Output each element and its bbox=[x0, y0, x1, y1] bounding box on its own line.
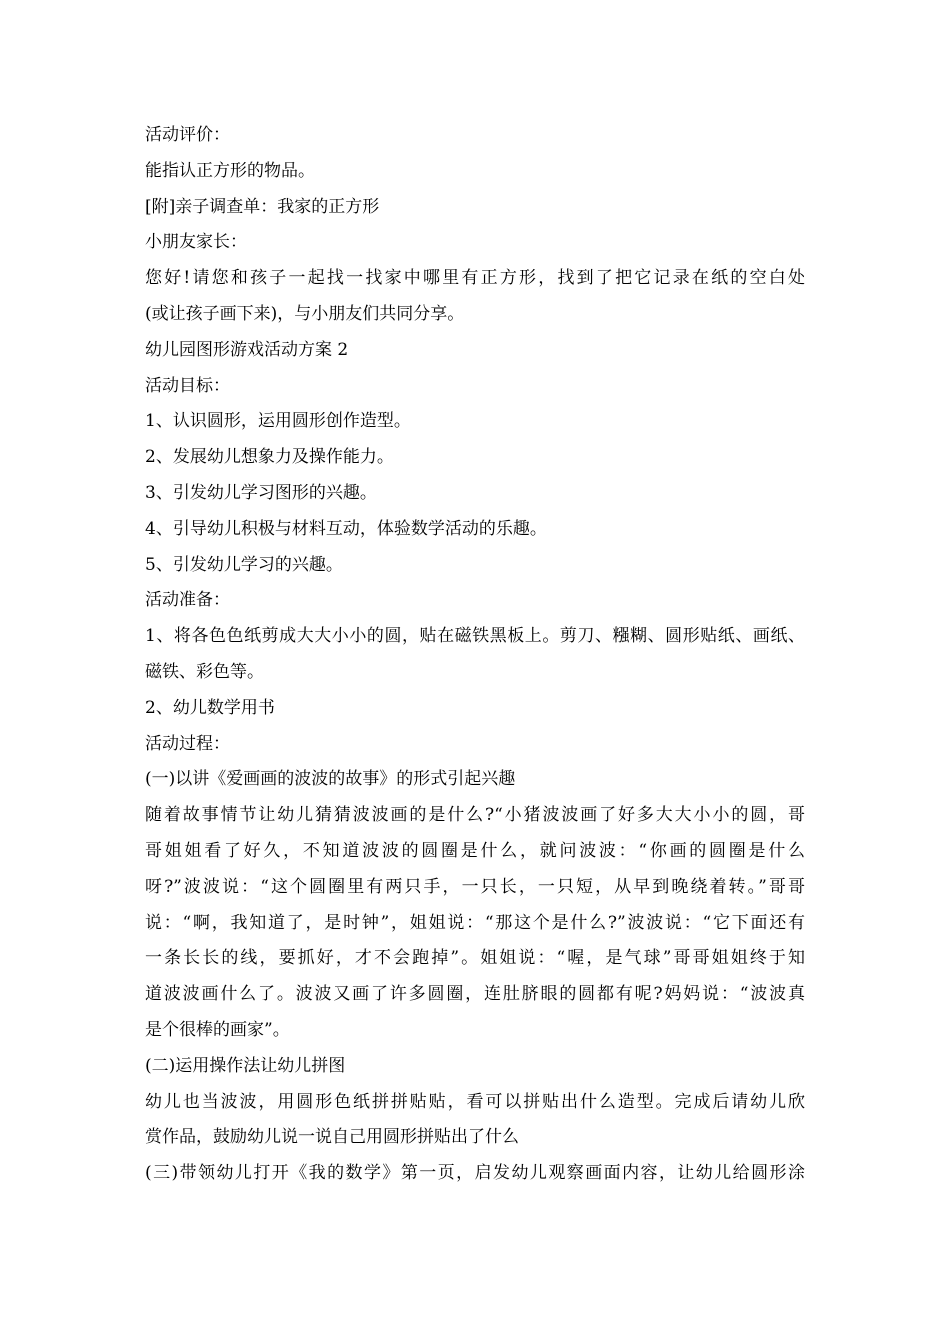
text-line: 活动评价： bbox=[145, 125, 230, 145]
text-line: [附]亲子调查单：我家的正方形 bbox=[145, 196, 380, 217]
list-item: 5、引发幼儿学习的兴趣。 bbox=[145, 554, 343, 575]
text-line: (或让孩子画下来)，与小朋友们共同分享。 bbox=[145, 303, 465, 324]
text-line: 磁铁、彩色等。 bbox=[145, 661, 264, 682]
text-line: 呀?”波波说：“这个圆圈里有两只手，一只长，一只短，从早到晚绕着转。”哥哥 bbox=[145, 876, 805, 897]
text-line: 活动过程： bbox=[145, 733, 230, 754]
text-line: 一条长长的线，要抓好，才不会跑掉”。姐姐说：“喔，是气球”哥哥姐姐终于知 bbox=[145, 948, 805, 969]
text-line: 随着故事情节让幼儿猜猜波波画的是什么?“小猪波波画了好多大大小小的圆，哥 bbox=[145, 805, 805, 826]
text-line: 幼儿也当波波，用圆形色纸拼拼贴贴，看可以拼贴出什么造型。完成后请幼儿欣 bbox=[145, 1091, 805, 1112]
text-line: 活动准备： bbox=[145, 590, 230, 611]
text-line: 赏作品，鼓励幼儿说一说自己用圆形拼贴出了什么 bbox=[145, 1127, 519, 1148]
text-line: (一)以讲《爱画画的波波的故事》的形式引起兴趣 bbox=[145, 769, 516, 790]
text-line: 活动目标： bbox=[145, 375, 230, 396]
section-heading: 幼儿园图形游戏活动方案 2 bbox=[145, 339, 349, 360]
list-item: 2、幼儿数学用书 bbox=[145, 697, 275, 718]
text-line: 是个很棒的画家”。 bbox=[145, 1019, 290, 1040]
list-item: 3、引发幼儿学习图形的兴趣。 bbox=[145, 482, 377, 503]
text-line: 哥姐姐看了好久，不知道波波的圆圈是什么，就问波波：“你画的圆圈是什么 bbox=[145, 840, 805, 861]
list-item: 2、发展幼儿想象力及操作能力。 bbox=[145, 447, 394, 468]
text-line: 说：“啊，我知道了，是时钟”，姐姐说：“那这个是什么?”波波说：“它下面还有 bbox=[145, 912, 805, 933]
document-page bbox=[145, 118, 805, 1192]
text-line: (三)带领幼儿打开《我的数学》第一页，启发幼儿观察画面内容，让幼儿给圆形涂 bbox=[145, 1163, 805, 1184]
text-line: 道波波画什么了。波波又画了许多圆圈，连肚脐眼的圆都有呢?妈妈说：“波波真 bbox=[145, 984, 805, 1005]
list-item: 1、将各色色纸剪成大大小小的圆，贴在磁铁黑板上。剪刀、糨糊、圆形贴纸、画纸、 bbox=[145, 626, 805, 647]
list-item: 4、引导幼儿积极与材料互动，体验数学活动的乐趣。 bbox=[145, 518, 547, 539]
text-line: 小朋友家长： bbox=[145, 232, 247, 253]
text-line: 您好!请您和孩子一起找一找家中哪里有正方形，找到了把它记录在纸的空白处 bbox=[145, 268, 805, 289]
list-item: 1、认识圆形，运用圆形创作造型。 bbox=[145, 411, 411, 432]
text-line: (二)运用操作法让幼儿拼图 bbox=[145, 1055, 346, 1076]
text-line: 能指认正方形的物品。 bbox=[145, 160, 315, 181]
